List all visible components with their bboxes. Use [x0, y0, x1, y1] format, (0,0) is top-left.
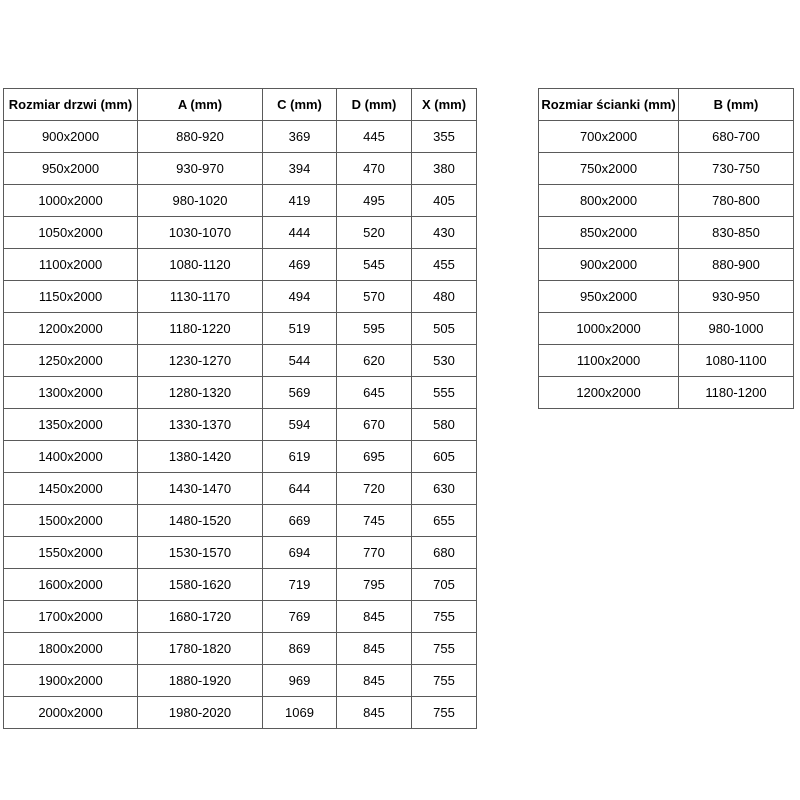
table-cell: 1080-1100 [679, 345, 794, 377]
table-row [4, 441, 477, 473]
table-cell: 1080-1120 [138, 249, 263, 281]
table-cell: 880-920 [138, 121, 263, 153]
table-cell: 1500x2000 [4, 505, 138, 537]
table-cell: 900x2000 [4, 121, 138, 153]
table-cell: 845 [337, 697, 412, 729]
table-cell: 520 [337, 217, 412, 249]
table-row [4, 217, 477, 249]
table-cell: 845 [337, 633, 412, 665]
x-column-header: X (mm) [412, 89, 477, 121]
table-row [4, 185, 477, 217]
table-cell: 495 [337, 185, 412, 217]
table-cell: 1880-1920 [138, 665, 263, 697]
table-cell: 455 [412, 249, 477, 281]
table-cell: 405 [412, 185, 477, 217]
table-cell: 755 [412, 697, 477, 729]
table-cell: 1180-1200 [679, 377, 794, 409]
table-cell: 1130-1170 [138, 281, 263, 313]
table-cell: 469 [263, 249, 337, 281]
table-row [4, 569, 477, 601]
table-cell: 950x2000 [4, 153, 138, 185]
table-cell: 745 [337, 505, 412, 537]
table-row [4, 377, 477, 409]
table-cell: 1400x2000 [4, 441, 138, 473]
door-table-header-row [4, 89, 477, 121]
table-row [539, 281, 794, 313]
table-cell: 594 [263, 409, 337, 441]
table-cell: 755 [412, 601, 477, 633]
table-cell: 695 [337, 441, 412, 473]
table-cell: 2000x2000 [4, 697, 138, 729]
table-cell: 570 [337, 281, 412, 313]
b-column-header: B (mm) [679, 89, 794, 121]
table-cell: 480 [412, 281, 477, 313]
table-cell: 1530-1570 [138, 537, 263, 569]
table-cell: 645 [337, 377, 412, 409]
table-cell: 930-950 [679, 281, 794, 313]
table-cell: 1069 [263, 697, 337, 729]
table-row [539, 249, 794, 281]
table-cell: 1230-1270 [138, 345, 263, 377]
table-cell: 1680-1720 [138, 601, 263, 633]
table-cell: 1300x2000 [4, 377, 138, 409]
door-table-body [4, 121, 477, 729]
table-cell: 1430-1470 [138, 473, 263, 505]
table-row [4, 697, 477, 729]
table-cell: 1100x2000 [539, 345, 679, 377]
table-cell: 769 [263, 601, 337, 633]
table-row [4, 153, 477, 185]
table-cell: 1700x2000 [4, 601, 138, 633]
table-cell: 980-1000 [679, 313, 794, 345]
table-cell: 619 [263, 441, 337, 473]
table-cell: 544 [263, 345, 337, 377]
table-cell: 969 [263, 665, 337, 697]
table-row [4, 665, 477, 697]
table-cell: 494 [263, 281, 337, 313]
table-cell: 950x2000 [539, 281, 679, 313]
table-cell: 1900x2000 [4, 665, 138, 697]
wall-size-column-header: Rozmiar ścianki (mm) [539, 89, 679, 121]
table-row [539, 217, 794, 249]
table-cell: 830-850 [679, 217, 794, 249]
table-cell: 569 [263, 377, 337, 409]
table-cell: 1480-1520 [138, 505, 263, 537]
table-cell: 930-970 [138, 153, 263, 185]
table-cell: 1050x2000 [4, 217, 138, 249]
table-cell: 430 [412, 217, 477, 249]
table-cell: 795 [337, 569, 412, 601]
c-column-header: C (mm) [263, 89, 337, 121]
table-cell: 419 [263, 185, 337, 217]
table-row [4, 505, 477, 537]
table-cell: 1180-1220 [138, 313, 263, 345]
wall-table-body [539, 121, 794, 409]
table-cell: 1580-1620 [138, 569, 263, 601]
table-cell: 394 [263, 153, 337, 185]
table-cell: 580 [412, 409, 477, 441]
table-cell: 680-700 [679, 121, 794, 153]
table-cell: 750x2000 [539, 153, 679, 185]
table-cell: 1350x2000 [4, 409, 138, 441]
table-row [4, 409, 477, 441]
table-cell: 1100x2000 [4, 249, 138, 281]
table-cell: 620 [337, 345, 412, 377]
table-cell: 1280-1320 [138, 377, 263, 409]
wall-table-header-row [539, 89, 794, 121]
table-cell: 1250x2000 [4, 345, 138, 377]
table-cell: 705 [412, 569, 477, 601]
table-cell: 605 [412, 441, 477, 473]
table-cell: 545 [337, 249, 412, 281]
table-cell: 755 [412, 633, 477, 665]
table-cell: 1200x2000 [539, 377, 679, 409]
table-cell: 1600x2000 [4, 569, 138, 601]
door-size-column-header: Rozmiar drzwi (mm) [4, 89, 138, 121]
table-cell: 770 [337, 537, 412, 569]
table-cell: 1000x2000 [539, 313, 679, 345]
table-row [4, 121, 477, 153]
table-cell: 595 [337, 313, 412, 345]
table-cell: 669 [263, 505, 337, 537]
table-cell: 1030-1070 [138, 217, 263, 249]
table-cell: 530 [412, 345, 477, 377]
table-cell: 1780-1820 [138, 633, 263, 665]
table-row [4, 313, 477, 345]
d-column-header: D (mm) [337, 89, 412, 121]
table-cell: 720 [337, 473, 412, 505]
table-cell: 869 [263, 633, 337, 665]
table-cell: 900x2000 [539, 249, 679, 281]
table-cell: 555 [412, 377, 477, 409]
table-cell: 630 [412, 473, 477, 505]
table-cell: 470 [337, 153, 412, 185]
table-cell: 755 [412, 665, 477, 697]
table-cell: 730-750 [679, 153, 794, 185]
table-cell: 445 [337, 121, 412, 153]
table-cell: 505 [412, 313, 477, 345]
table-row [4, 633, 477, 665]
table-row [539, 377, 794, 409]
table-cell: 670 [337, 409, 412, 441]
table-cell: 1380-1420 [138, 441, 263, 473]
table-row [4, 601, 477, 633]
table-cell: 1550x2000 [4, 537, 138, 569]
table-cell: 845 [337, 665, 412, 697]
table-cell: 850x2000 [539, 217, 679, 249]
table-cell: 1000x2000 [4, 185, 138, 217]
table-cell: 1450x2000 [4, 473, 138, 505]
table-row [4, 249, 477, 281]
table-cell: 1800x2000 [4, 633, 138, 665]
table-cell: 644 [263, 473, 337, 505]
table-cell: 680 [412, 537, 477, 569]
table-cell: 880-900 [679, 249, 794, 281]
door-size-table [3, 88, 477, 729]
table-cell: 1200x2000 [4, 313, 138, 345]
table-cell: 700x2000 [539, 121, 679, 153]
table-cell: 519 [263, 313, 337, 345]
table-cell: 719 [263, 569, 337, 601]
table-row [539, 153, 794, 185]
table-cell: 655 [412, 505, 477, 537]
table-row [539, 121, 794, 153]
table-cell: 780-800 [679, 185, 794, 217]
table-row [539, 345, 794, 377]
table-cell: 845 [337, 601, 412, 633]
table-cell: 1150x2000 [4, 281, 138, 313]
table-cell: 1980-2020 [138, 697, 263, 729]
table-cell: 1330-1370 [138, 409, 263, 441]
table-cell: 444 [263, 217, 337, 249]
table-cell: 355 [412, 121, 477, 153]
table-cell: 380 [412, 153, 477, 185]
table-cell: 980-1020 [138, 185, 263, 217]
a-column-header: A (mm) [138, 89, 263, 121]
table-cell: 694 [263, 537, 337, 569]
table-cell: 800x2000 [539, 185, 679, 217]
table-row [539, 185, 794, 217]
table-row [4, 281, 477, 313]
table-row [539, 313, 794, 345]
table-row [4, 345, 477, 377]
table-cell: 369 [263, 121, 337, 153]
wall-size-table [538, 88, 794, 409]
table-row [4, 537, 477, 569]
table-row [4, 473, 477, 505]
